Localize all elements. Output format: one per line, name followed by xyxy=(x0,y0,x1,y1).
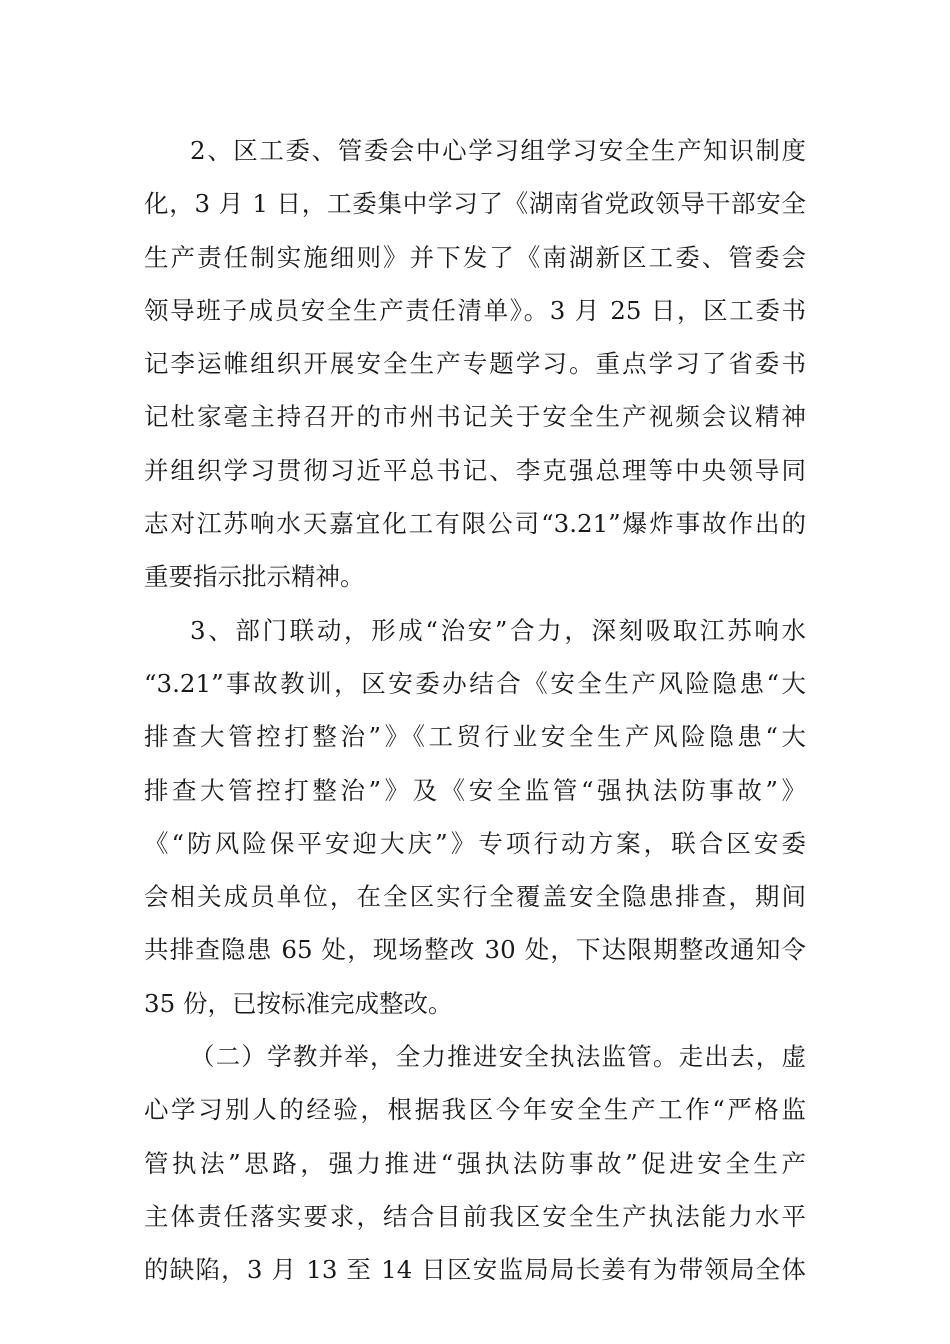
paragraph-line: 35 份，已按标准完成整改。 xyxy=(144,988,453,1018)
paragraph-line: 志对江苏响水天嘉宜化工有限公司“3.21”爆炸事故作出的 xyxy=(144,509,806,539)
paragraph-line: 领导班子成员安全生产责任清单》。3 月 25 日，区工委书 xyxy=(144,295,806,325)
paragraph-line: 会相关成员单位，在全区实行全覆盖安全隐患排查，期间 xyxy=(144,882,806,912)
paragraph-line: 并组织学习贯彻习近平总书记、李克强总理等中央领导同 xyxy=(144,455,806,485)
paragraph-line: 化，3 月 1 日，工委集中学习了《湖南省党政领导干部安全 xyxy=(144,189,806,219)
paragraph-3 xyxy=(144,1030,806,1296)
paragraph-line: 排查大管控打整治”》及《安全监管“强执法防事故”》 xyxy=(144,775,806,805)
paragraph-line: 记杜家毫主持召开的市州书记关于安全生产视频会议精神 xyxy=(144,402,806,432)
paragraph-line: 记李运帷组织开展安全生产专题学习。重点学习了省委书 xyxy=(144,349,806,379)
paragraph-line: “3.21”事故教训，区安委办结合《安全生产风险隐患“大 xyxy=(144,668,806,698)
paragraph-line: 《“防风险保平安迎大庆”》专项行动方案，联合区安委 xyxy=(144,828,806,858)
paragraph-line: 主体责任落实要求，结合目前我区安全生产执法能力水平 xyxy=(144,1201,806,1231)
paragraph-line: （二）学教并举，全力推进安全执法监管。走出去，虚 xyxy=(190,1042,806,1072)
paragraph-line: 的缺陷，3 月 13 至 14 日区安监局局长姜有为带领局全体 xyxy=(144,1255,806,1285)
paragraph-line: 共排查隐患 65 处，现场整改 30 处，下达限期整改通知令 xyxy=(144,935,806,965)
paragraph-2 xyxy=(144,604,806,1030)
paragraph-line: 3、部门联动，形成“治安”合力，深刻吸取江苏响水 xyxy=(190,615,806,645)
paragraph-line: 生产责任制实施细则》并下发了《南湖新区工委、管委会 xyxy=(144,242,806,272)
paragraph-line: 管执法”思路，强力推进“强执法防事故”促进安全生产 xyxy=(144,1148,806,1178)
document-body xyxy=(144,124,806,1297)
paragraph-1 xyxy=(144,124,806,604)
paragraph-line: 排查大管控打整治”》《工贸行业安全生产风险隐患“大 xyxy=(144,722,806,752)
paragraph-line: 2、区工委、管委会中心学习组学习安全生产知识制度 xyxy=(190,136,806,165)
paragraph-line: 重要指示批示精神。 xyxy=(144,562,365,592)
paragraph-line: 心学习别人的经验，根据我区今年安全生产工作“严格监 xyxy=(144,1095,806,1125)
